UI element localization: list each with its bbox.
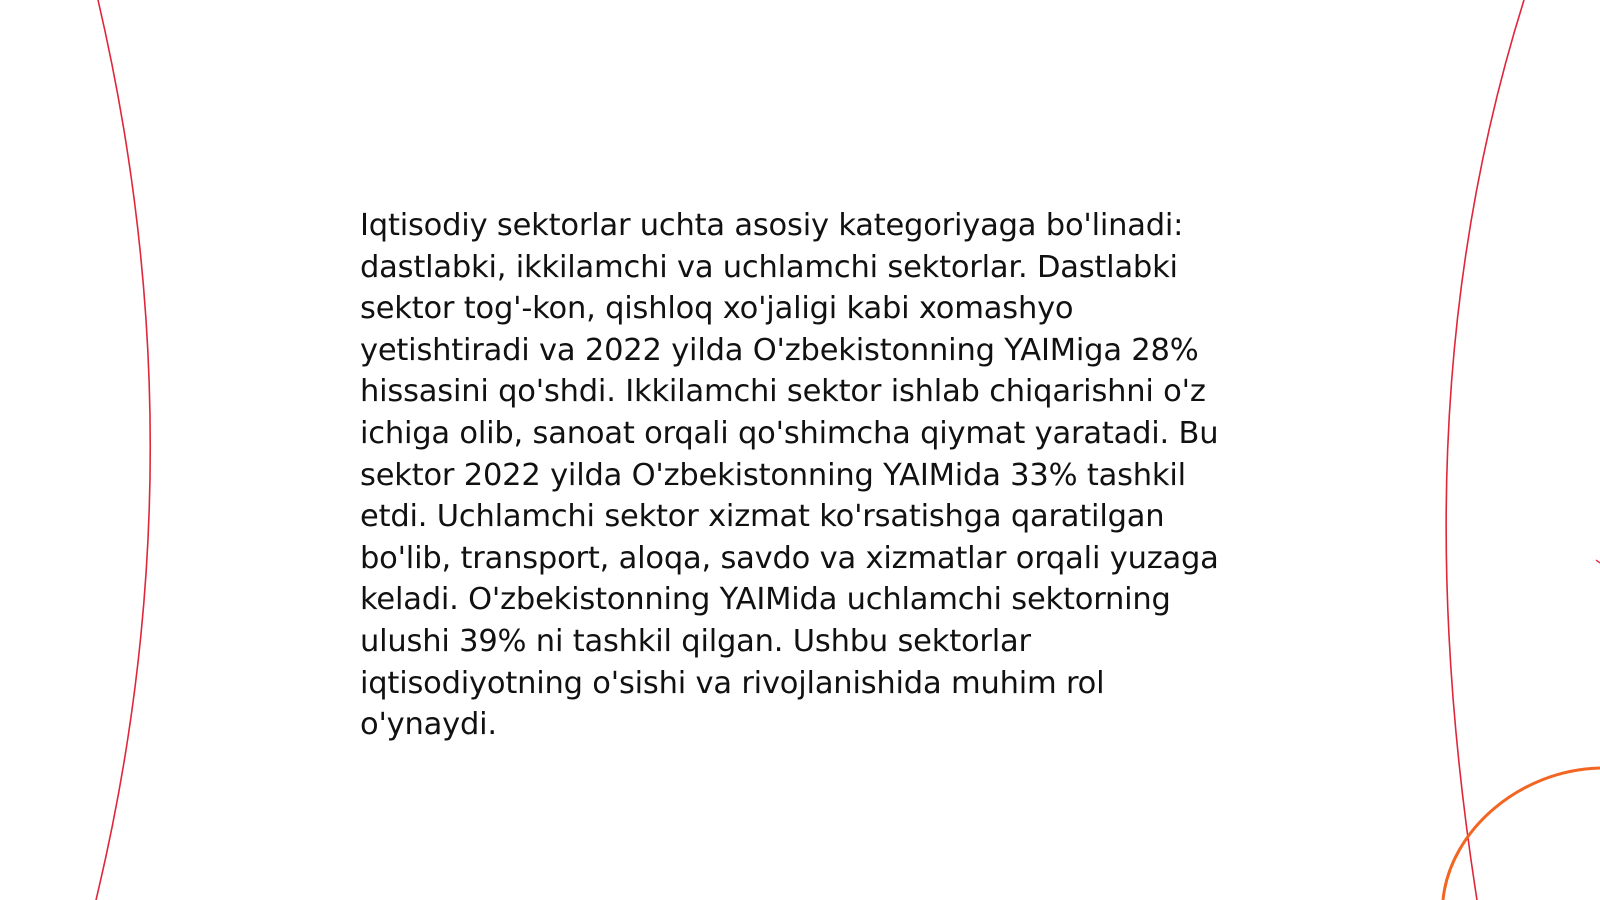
left-arc [96,0,150,900]
orange-circle-arc [1443,768,1600,900]
slide-paragraph: Iqtisodiy sektorlar uchta asosiy kategoriyaga bo'linadi: dastlabki, ikkilamchi va uchlamchi sektorlar. Dastlabki sektor tog'-kon, qishloq xo'jaligi kabi xomashyo yetishtiradi va 2022 yilda O'zbekistonning YAIMiga 28% hissasini qo'shdi. Ikkilamchi sektor ishlab chiqarishni o'z ichiga olib, sanoat orqali qo'shimcha qiymat yaratadi. Bu sektor 2022 yilda O'zbekistonning YAIMida 33% tashkil etdi. Uchlamchi sektor xizmat ko'rsatishga qaratilgan bo'lib, transport, aloqa, savdo va xizmatlar orqali yuzaga keladi. O'zbekistonning YAIMida uchlamchi sektorning ulushi 39% ni tashkil qilgan. Ushbu sektorlar iqtisodiyotning o'sishi va rivojlanishida muhim rol o'ynaydi. [360,208,1219,743]
small-mark [1596,560,1600,563]
right-arc [1446,0,1524,900]
